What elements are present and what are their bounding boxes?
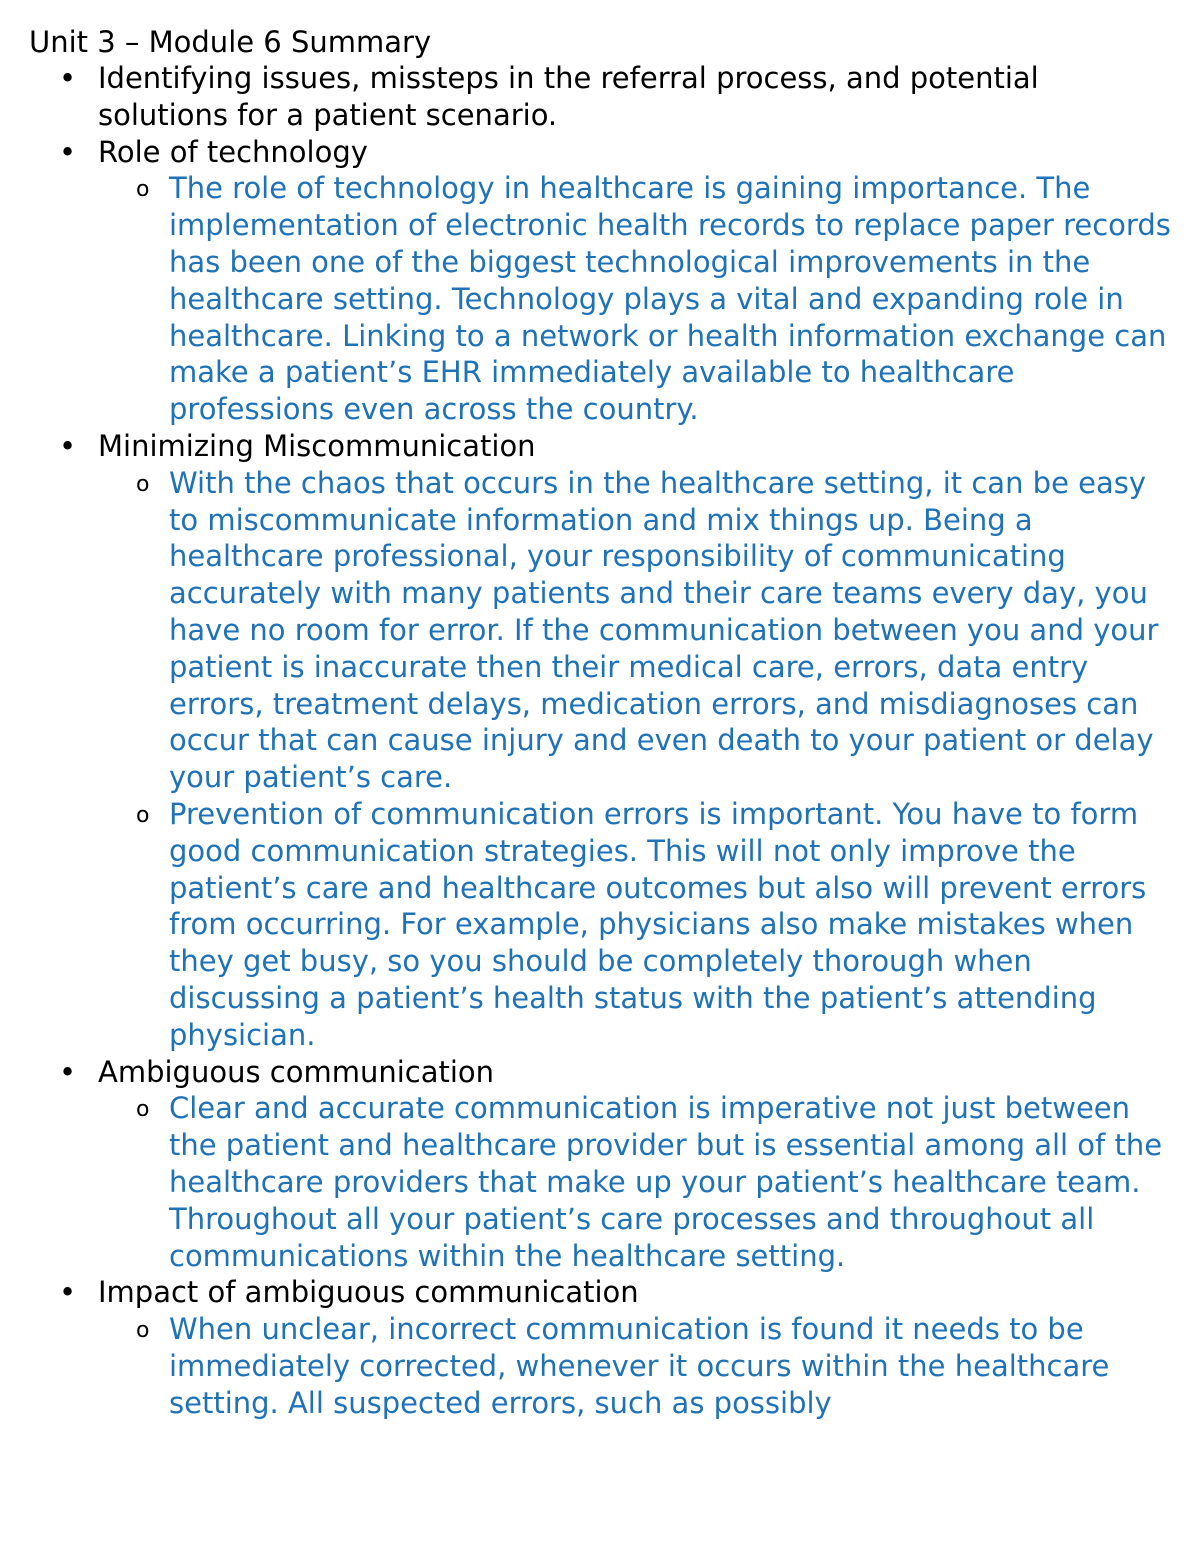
sub-item-miscommunication-chaos: o With the chaos that occurs in the healthcare setting, it can be easy to miscommunicate information and mix things up. Being a healthcare professional, your responsibility of communicating accurately with many patients and their care teams every day, you have no room for error. If the communication between you and your patient is inaccurate then their medical care, errors, data entry errors, treatment delays, medication errors, and misdiagnoses can occur that can cause injury and even death to your patient or delay your patient’s care. [0,465,1179,796]
bullet-item-ambiguous: • Ambiguous communication [0,1054,1138,1091]
sub-item-miscommunication-prevention: o Prevention of communication errors is important. You have to form good communication strategies. This will not only improve the patient’s care and healthcare outcomes but also will prevent errors from occurring. For example, physicians also make mistakes when they get busy, so you should be completely thorough when discussing a patient’s health status with the patient’s attending physician. [0,796,1179,1054]
bullet-item-technology: • Role of technology [0,134,1138,171]
sub-item-impact: o When unclear, incorrect communication is found it needs to be immediately corrected, whenever it occurs within the healthcare setting. All suspected errors, such as possibly [0,1311,1179,1421]
sub-item-ambiguous: o Clear and accurate communication is imperative not just between the patient and healthcare provider but is essential among all of the healthcare providers that make up your patient’s healthcare team. Throughout all your patient’s care processes and throughout all communications within the healthcare setting. [0,1090,1179,1274]
document-body [0,60,1200,1421]
bullet-item-impact: • Impact of ambiguous communication [0,1274,1138,1311]
bullet-item-miscommunication: • Minimizing Miscommunication [0,428,1138,465]
sub-item-technology: o The role of technology in healthcare is gaining importance. The implementation of electronic health records to replace paper records has been one of the biggest technological improvements in the healthcare setting. Technology plays a vital and expanding role in healthcare. Linking to a network or health information exchange can make a patient’s EHR immediately available to healthcare professions even across the country. [0,170,1179,428]
document-title: Unit 3 – Module 6 Summary [29,25,432,59]
bullet-item-referral: • Identifying issues, missteps in the referral process, and potential solutions for a patient scenario. [0,60,1138,134]
